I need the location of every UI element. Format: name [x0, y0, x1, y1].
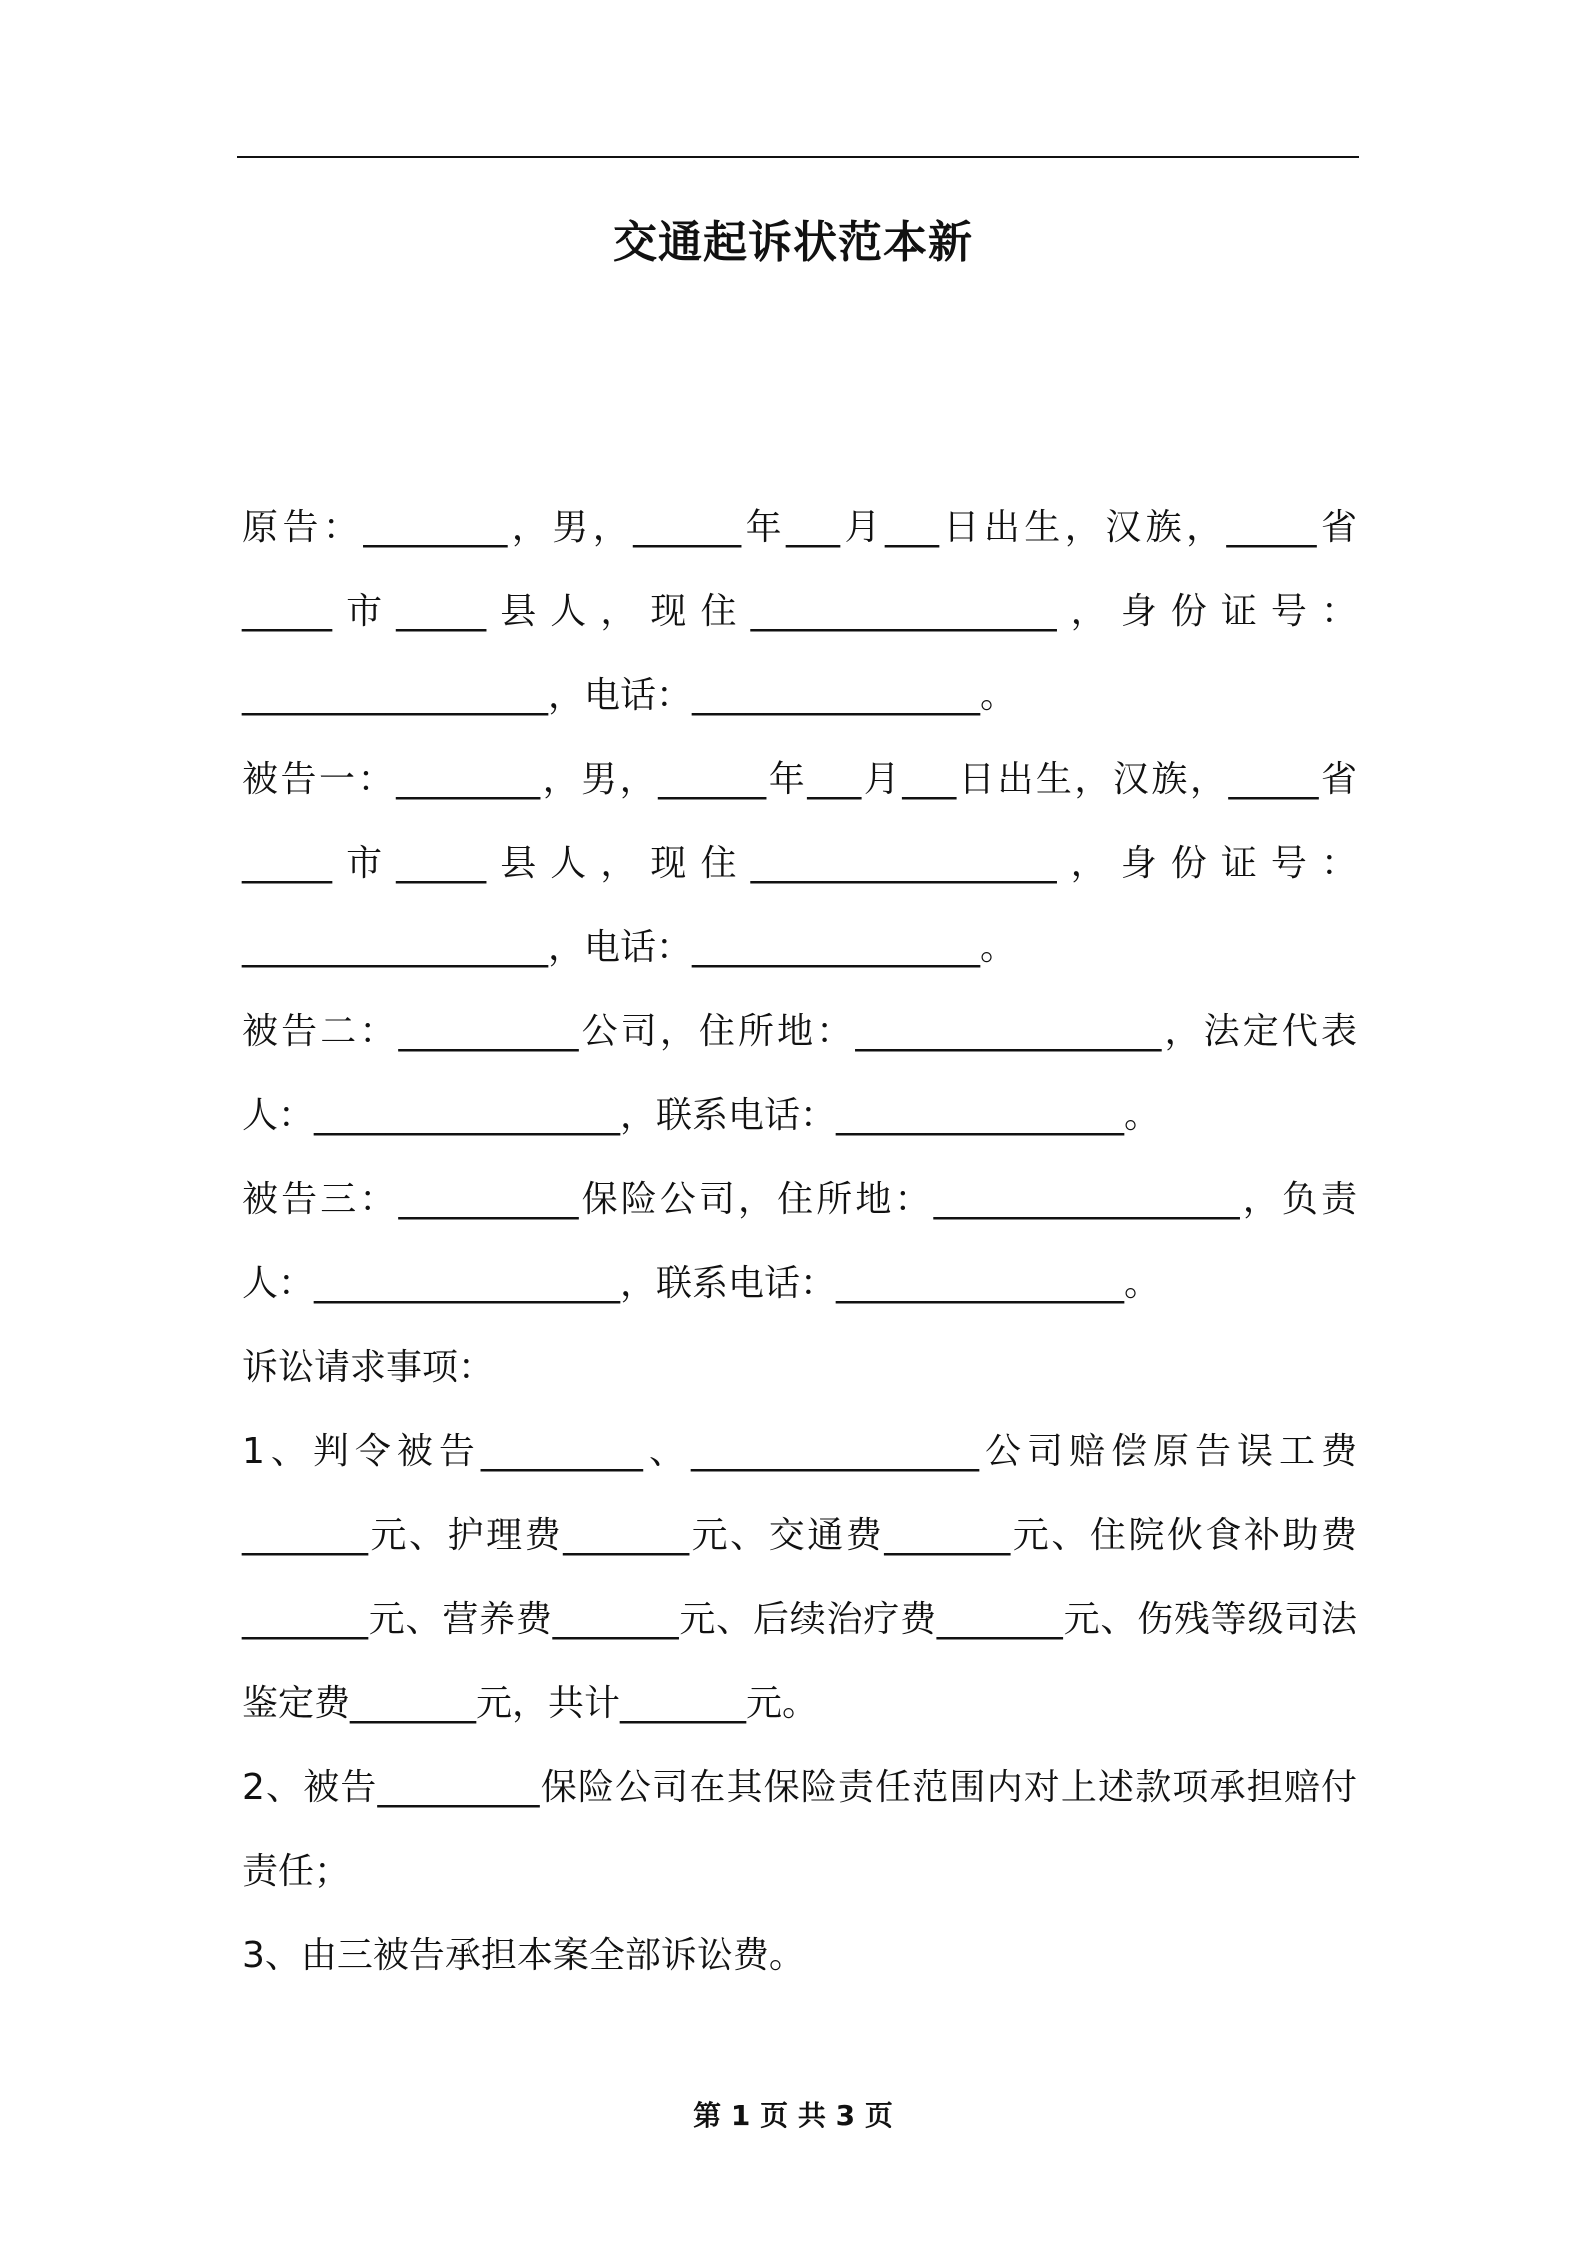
- page-number: 第 1 页 共 3 页: [693, 2099, 893, 2132]
- claims-heading: 诉讼请求事项：: [242, 1347, 495, 1388]
- defendant-two-paragraph: 被告二：__________公司，住所地：_________________，法定代表人：_________________，联系电话：________________。: [242, 1011, 1357, 1136]
- document-body: [242, 486, 1357, 1998]
- header-rule: [237, 156, 1359, 158]
- defendant-three-paragraph: 被告三：__________保险公司，住所地：_________________，负责人：_________________，联系电话：________________。: [242, 1179, 1357, 1304]
- claim-item-2: 2、被告_________保险公司在其保险责任范围内对上述款项承担赔付责任；: [242, 1767, 1357, 1892]
- defendant-one-paragraph: 被告一：________，男，______年___月___日出生，汉族，_____省_____市_____县人，现住_________________，身份证号：_________________，电话：________________。: [242, 759, 1357, 968]
- document-title: 交通起诉状范本新: [613, 217, 973, 268]
- plaintiff-paragraph: 原告：________，男，______年___月___日出生，汉族，_____省_____市_____县人，现住_________________，身份证号：_________________，电话：________________。: [242, 507, 1357, 716]
- claim-item-1: 1、判令被告_________、________________公司赔偿原告误工费_______元、护理费_______元、交通费_______元、住院伙食补助费_______元、营养费_______元、后续治疗费_______元、伤残等级司法鉴定费_______元，共计_______元。: [242, 1431, 1357, 1724]
- claim-item-3: 3、由三被告承担本案全部诉讼费。: [242, 1935, 805, 1976]
